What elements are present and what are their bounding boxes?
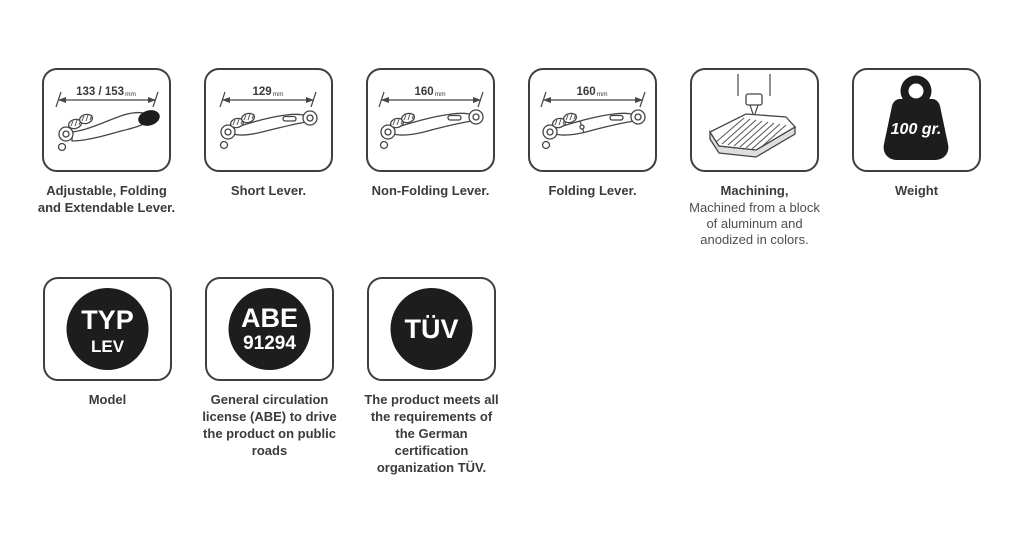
machining-caption: Machining, bbox=[720, 183, 789, 198]
svg-text:TÜV: TÜV bbox=[404, 314, 459, 344]
non-folding-lever-diagram-icon bbox=[368, 70, 493, 170]
tuv-card-frame bbox=[367, 277, 496, 381]
adjustable-lever-diagram-icon bbox=[44, 70, 169, 170]
milling-machine-icon bbox=[692, 70, 817, 170]
weight-icon bbox=[854, 70, 979, 170]
folding-lever-diagram-icon bbox=[530, 70, 655, 170]
model-caption: Model bbox=[88, 392, 127, 407]
feature-card-non-folding-lever bbox=[366, 68, 495, 248]
folding-lever-card-frame bbox=[528, 68, 657, 172]
short-lever-card-frame bbox=[204, 68, 333, 172]
feature-card-model bbox=[43, 277, 172, 476]
non-folding-lever-caption: Non-Folding Lever. bbox=[371, 183, 490, 198]
feature-card-tuv bbox=[364, 277, 499, 476]
feature-card-machining bbox=[690, 68, 819, 248]
model-card-frame bbox=[43, 277, 172, 381]
feature-row-bottom bbox=[43, 277, 499, 476]
short-lever-caption: Short Lever. bbox=[230, 183, 307, 198]
feature-row-top bbox=[37, 68, 981, 248]
svg-text:LEV: LEV bbox=[90, 337, 125, 356]
svg-text:91294: 91294 bbox=[243, 333, 296, 354]
feature-card-weight bbox=[852, 68, 981, 248]
svg-text:TYP: TYP bbox=[81, 305, 134, 335]
folding-lever-caption: Folding Lever. bbox=[548, 183, 637, 198]
short-lever-diagram-icon bbox=[206, 70, 331, 170]
adjustable-lever-card-frame bbox=[42, 68, 171, 172]
feature-card-folding-lever bbox=[528, 68, 657, 248]
svg-text:129mm: 129mm bbox=[252, 86, 284, 98]
machining-card-frame bbox=[690, 68, 819, 172]
svg-text:133 / 153mm: 133 / 153mm bbox=[76, 86, 136, 98]
svg-text:160mm: 160mm bbox=[576, 86, 608, 98]
tuv-badge-icon bbox=[369, 279, 494, 379]
non-folding-lever-card-frame bbox=[366, 68, 495, 172]
feature-card-abe bbox=[202, 277, 337, 476]
weight-caption: Weight bbox=[894, 183, 939, 198]
tuv-caption: The product meets all the requirements of the German certification organization TÜV. bbox=[364, 392, 499, 475]
weight-card-frame bbox=[852, 68, 981, 172]
feature-card-short-lever bbox=[204, 68, 333, 248]
abe-caption: General circulation license (ABE) to drive the product on public roads bbox=[202, 392, 337, 458]
typ-lev-badge-icon bbox=[45, 279, 170, 379]
abe-card-frame bbox=[205, 277, 334, 381]
svg-text:160mm: 160mm bbox=[414, 86, 446, 98]
machining-description: Machined from a block of aluminum and anodized in colors. bbox=[689, 200, 820, 247]
abe-badge-icon bbox=[207, 279, 332, 379]
adjustable-lever-caption: Adjustable, Folding and Extendable Lever. bbox=[37, 183, 176, 215]
svg-text:100 gr.: 100 gr. bbox=[890, 121, 942, 138]
feature-card-adjustable-lever bbox=[37, 68, 176, 248]
svg-text:ABE: ABE bbox=[240, 303, 299, 333]
